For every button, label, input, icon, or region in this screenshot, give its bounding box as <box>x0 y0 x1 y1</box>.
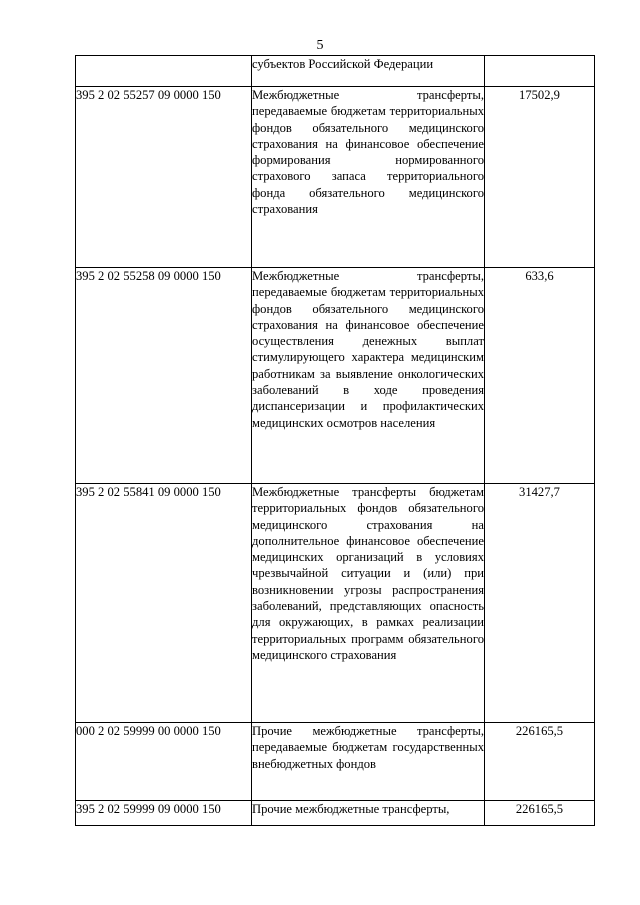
budget-code-cell: 395 2 02 55257 09 0000 150 <box>76 87 252 268</box>
budget-code-cell: 395 2 02 59999 09 0000 150 <box>76 801 252 826</box>
table-row <box>76 268 595 484</box>
amount-cell: 226165,5 <box>485 723 595 801</box>
description-cell: субъектов Российской Федерации <box>252 56 485 87</box>
description-cell: Прочие межбюджетные трансферты, передаваемые бюджетам государственных внебюджетных фондов <box>252 723 485 801</box>
page-number: 5 <box>316 38 324 53</box>
table-row <box>76 723 595 801</box>
table-row <box>76 56 595 87</box>
table-row <box>76 87 595 268</box>
amount-cell: 31427,7 <box>485 484 595 723</box>
description-cell: Прочие межбюджетные трансферты, <box>252 801 485 826</box>
description-cell: Межбюджетные трансферты бюджетам территориальных фондов обязательного медицинского страхования на дополнительное финансовое обеспечение медицинских организаций в условиях чрезвычайной ситуации и (или) при возникновении угрозы распространения заболеваний, представляющих опасность для окружающих, в рамках реализации территориальных программ обязательного медицинского страхования <box>252 484 485 723</box>
description-cell: Межбюджетные трансферты, передаваемые бюджетам территориальных фондов обязательного медицинского страхования на финансовое обеспечение осуществления денежных выплат стимулирующего характера медицинским работникам за выявление онкологических заболеваний в ходе проведения диспансеризации и профилактических медицинских осмотров населения <box>252 268 485 484</box>
description-cell: Межбюджетные трансферты, передаваемые бюджетам территориальных фондов обязательного медицинского страхования на финансовое обеспечение формирования нормированного страхового запаса территориального фонда обязательного медицинского страхования <box>252 87 485 268</box>
budget-code-cell: 395 2 02 55258 09 0000 150 <box>76 268 252 484</box>
amount-cell: 17502,9 <box>485 87 595 268</box>
budget-code-cell: 000 2 02 59999 00 0000 150 <box>76 723 252 801</box>
amount-cell <box>485 56 595 87</box>
table-row <box>76 484 595 723</box>
budget-code-cell: 395 2 02 55841 09 0000 150 <box>76 484 252 723</box>
amount-cell: 226165,5 <box>485 801 595 826</box>
amount-cell: 633,6 <box>485 268 595 484</box>
budget-table <box>75 55 595 826</box>
budget-code-cell <box>76 56 252 87</box>
table-row <box>76 801 595 826</box>
